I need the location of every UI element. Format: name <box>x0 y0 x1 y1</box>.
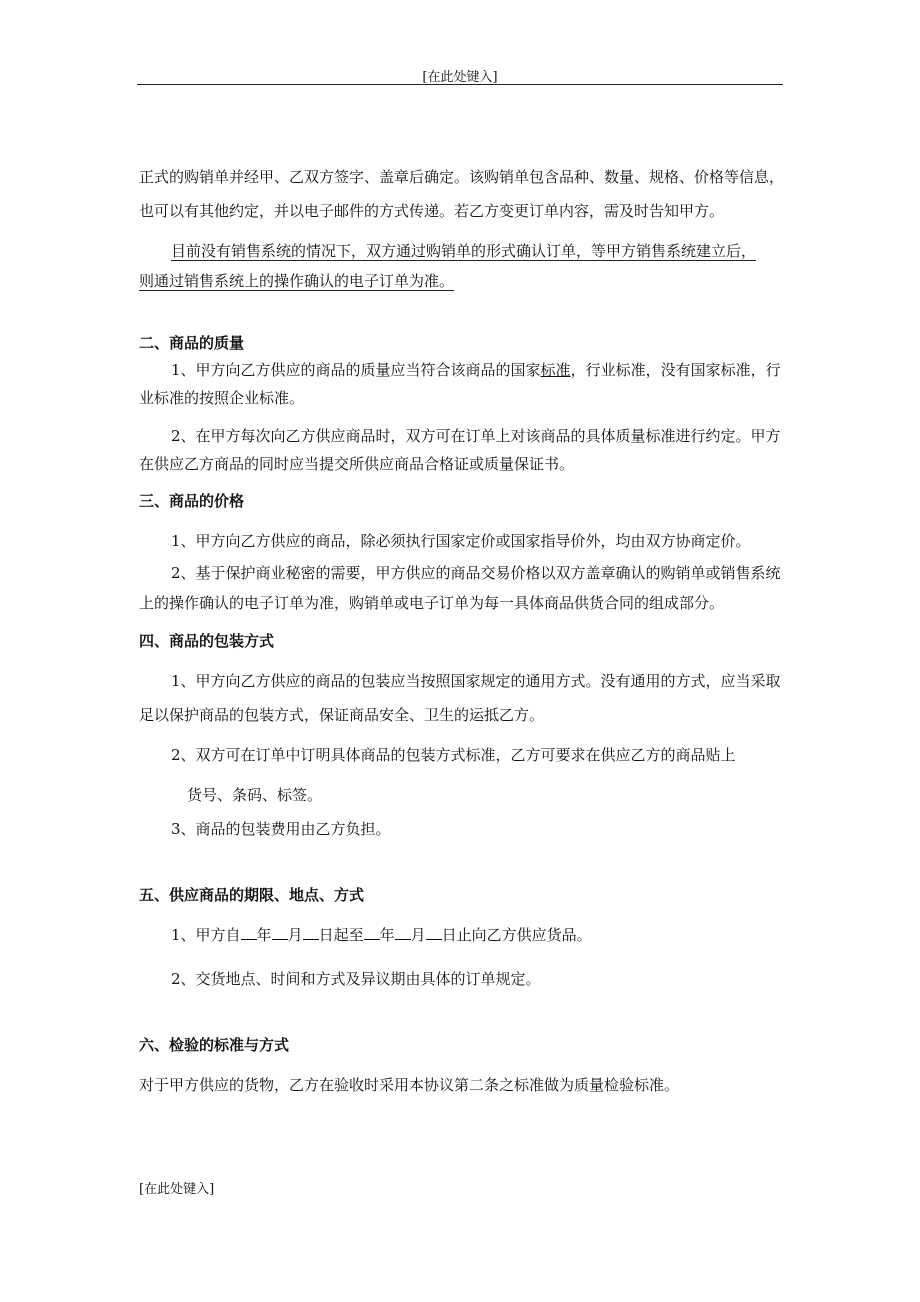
inspection-clause: 对于甲方供应的货物，乙方在验收时采用本协议第二条之标准做为质量检验标准。 <box>139 1076 680 1094</box>
page-footer[interactable]: [在此处键入] <box>139 1182 215 1197</box>
section-heading-packaging: 四、商品的包装方式 <box>139 632 275 650</box>
blank-field[interactable] <box>303 925 319 940</box>
delivery-clause-2: 2、交货地点、时间和方式及异议期由具体的订单规定。 <box>171 970 541 988</box>
page-header[interactable]: [在此处键入] <box>422 70 498 85</box>
packaging-clause-2: 2、双方可在订单中订明具体商品的包装方式标准，乙方可要求在供应乙方的商品贴上 <box>171 746 736 764</box>
packaging-clause-3: 3、商品的包装费用由乙方负担。 <box>171 820 391 838</box>
underlined-note <box>139 236 787 296</box>
underlined-note-line-1: 目前没有销售系统的情况下，双方通过购销单的形式确认订单，等甲方销售系统建立后， <box>171 242 757 260</box>
price-clause-2: 2、基于保护商业秘密的需要，甲方供应的商品交易价格以双方盖章确认的购销单或销售系统上的操作确认的电子订单为准，购销单或电子订单为每一具体商品供货合同的组成部分。 <box>139 564 781 612</box>
document-body <box>139 160 787 1102</box>
packaging-clause-2-cont: 货号、条码、标签。 <box>187 786 323 804</box>
quality-clause-2: 2、在甲方每次向乙方供应商品时，双方可在订单上对该商品的具体质量标准进行约定。甲方在供应乙方商品的同时应当提交所供应商品合格证或质量保证书。 <box>139 427 781 473</box>
section-heading-price: 三、商品的价格 <box>139 492 245 510</box>
delivery-clause-1: 1、甲方自 年 月 日起至 年 月 日止向乙方供应货品。 <box>171 926 592 944</box>
header-rule <box>137 84 783 85</box>
blank-field[interactable] <box>426 925 442 940</box>
section-heading-quality: 二、商品的质量 <box>139 334 245 352</box>
section-heading-inspection: 六、检验的标准与方式 <box>139 1036 290 1054</box>
quality-clause-1: 1、甲方向乙方供应的商品的质量应当符合该商品的国家标准，行业标准，没有国家标准，行业标准的按照企业标准。 <box>139 361 781 407</box>
intro-paragraph: 正式的购销单并经甲、乙双方签字、盖章后确定。该购销单包含品种、数量、规格、价格等信息，也可以有其他约定，并以电子邮件的方式传递。若乙方变更订单内容，需及时告知甲方。 <box>139 168 785 220</box>
section-heading-delivery: 五、供应商品的期限、地点、方式 <box>139 886 365 904</box>
price-clause-1: 1、甲方向乙方供应的商品，除必须执行国家定价或国家指导价外，均由双方协商定价。 <box>171 532 751 550</box>
standard-link: 标准 <box>540 361 571 379</box>
underlined-note-line-2: 则通过销售系统上的操作确认的电子订单为准。 <box>139 272 455 290</box>
blank-field[interactable] <box>395 925 411 940</box>
blank-field[interactable] <box>272 925 288 940</box>
blank-field[interactable] <box>364 925 380 940</box>
blank-field[interactable] <box>241 925 257 940</box>
packaging-clause-1: 1、甲方向乙方供应的商品的包装应当按照国家规定的通用方式。没有通用的方式，应当采取足以保护商品的包装方式，保证商品安全、卫生的运抵乙方。 <box>139 672 781 724</box>
